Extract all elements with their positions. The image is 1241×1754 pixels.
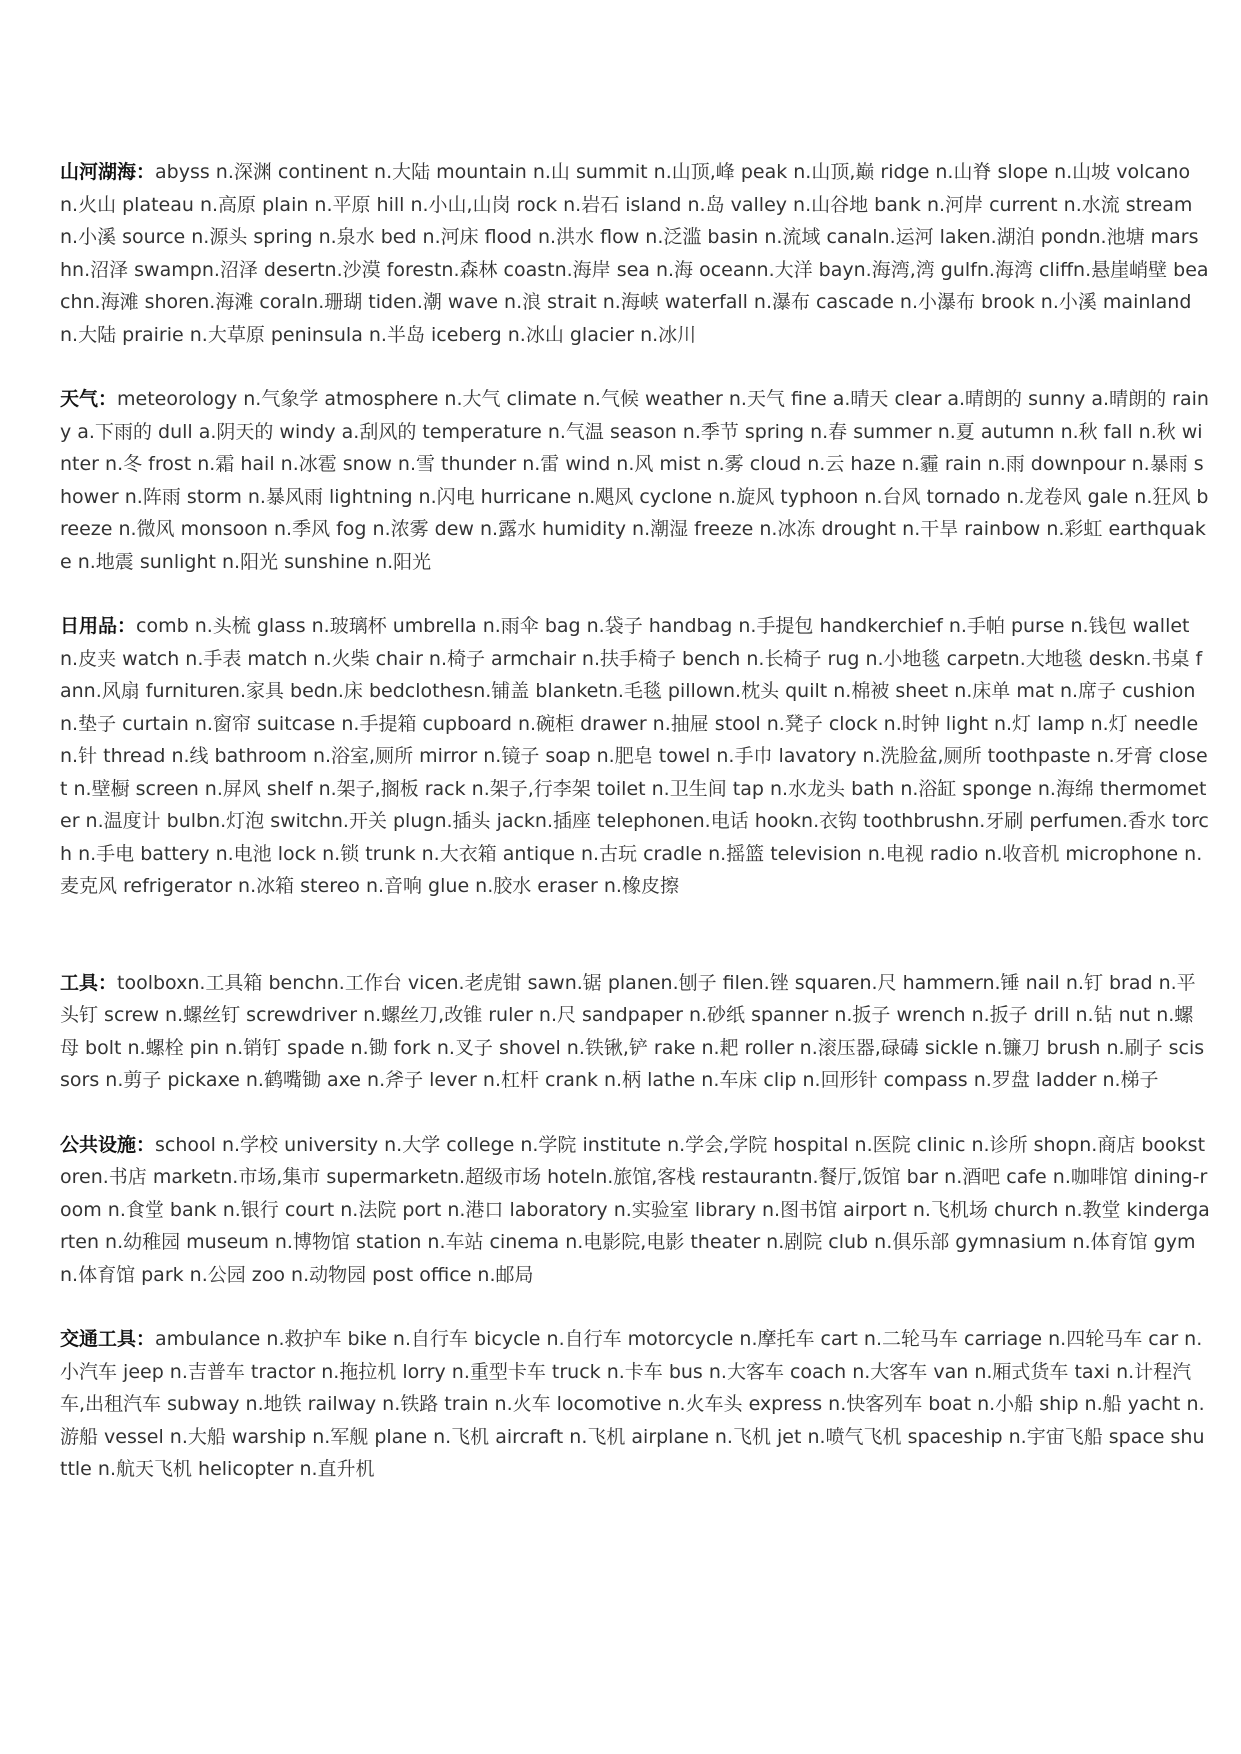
vocabulary-document	[60, 156, 1210, 1518]
section-title: 工具：	[60, 971, 118, 994]
section-text: toolboxn.工具箱 benchn.工作台 vicen.老虎钳 sawn.锯 planen.刨子 filen.锉 squaren.尺 hammern.锤 nail n.钉 brad n.平头钉 screw n.螺丝钉 screwdriver n.螺丝刀,改锥 ruler n.尺 sandpaper n.砂纸 spanner n.扳子 wrench n.扳子 drill n.钻 nut n.螺母 bolt n.螺栓 pin n.销钉 spade n.锄 fork n.叉子 shovel n.铁锹,铲 rake n.耙 roller n.滚压器,碌碡 sickle n.镰刀 brush n.刷子 scissors n.剪子 pickaxe n.鹤嘴锄 axe n.斧子 lever n.杠杆 crank n.柄 lathe n.车床 clip n.回形针 compass n.罗盘 ladder n.梯子	[60, 971, 1205, 1091]
section-text: comb n.头梳 glass n.玻璃杯 umbrella n.雨伞 bag n.袋子 handbag n.手提包 handkerchief n.手帕 purse n.钱包 wallet n.皮夹 watch n.手表 match n.火柴 chair n.椅子 armchair n.扶手椅子 bench n.长椅子 rug n.小地毯 carpetn.大地毯 deskn.书桌 fann.风扇 furnituren.家具 bedn.床 bedclothesn.铺盖 blanketn.毛毯 pillown.枕头 quilt n.棉被 sheet n.床单 mat n.席子 cushion n.垫子 curtain n.窗帘 suitcase n.手提箱 cupboard n.碗柜 drawer n.抽屉 stool n.凳子 clock n.时钟 light n.灯 lamp n.灯 needle n.针 thread n.线 bathroom n.浴室,厕所 mirror n.镜子 soap n.肥皂 towel n.手巾 lavatory n.洗脸盆,厕所 toothpaste n.牙膏 closet n.壁橱 screen n.屏风 shelf n.架子,搁板 rack n.架子,行李架 toilet n.卫生间 tap n.水龙头 bath n.浴缸 sponge n.海绵 thermometer n.温度计 bulbn.灯泡 switchn.开关 plugn.插头 jackn.插座 telephonen.电话 hookn.衣钩 toothbrushn.牙刷 perfumen.香水 torch n.手电 battery n.电池 lock n.锁 trunk n.大衣箱 antique n.古玩 cradle n.摇篮 television n.电视 radio n.收音机 microphone n.麦克风 refrigerator n.冰箱 stereo n.音响 glue n.胶水 eraser n.橡皮擦	[60, 615, 1209, 897]
section-tools	[60, 967, 1210, 1097]
section-text: ambulance n.救护车 bike n.自行车 bicycle n.自行车 motorcycle n.摩托车 cart n.二轮马车 carriage n.四轮马车 car n.小汽车 jeep n.吉普车 tractor n.拖拉机 lorry n.重型卡车 truck n.卡车 bus n.大客车 coach n.大客车 van n.厢式货车 taxi n.计程汽车,出租汽车 subway n.地铁 railway n.铁路 train n.火车 locomotive n.火车头 express n.快客列车 boat n.小船 ship n.船 yacht n.游船 vessel n.大船 warship n.军舰 plane n.飞机 aircraft n.飞机 airplane n.飞机 jet n.喷气飞机 spaceship n.宇宙飞船 space shuttle n.航天飞机 helicopter n.直升机	[60, 1328, 1205, 1480]
section-text: abyss n.深渊 continent n.大陆 mountain n.山 summit n.山顶,峰 peak n.山顶,巅 ridge n.山脊 slope n.山坡 volcano n.火山 plateau n.高原 plain n.平原 hill n.小山,山岗 rock n.岩石 island n.岛 valley n.山谷地 bank n.河岸 current n.水流 stream n.小溪 source n.源头 spring n.泉水 bed n.河床 flood n.洪水 flow n.泛滥 basin n.流域 canaln.运河 laken.湖泊 pondn.池塘 marshn.沼泽 swampn.沼泽 desertn.沙漠 forestn.森林 coastn.海岸 sea n.海 oceann.大洋 bayn.海湾,湾 gulfn.海湾 cliffn.悬崖峭壁 beachn.海滩 shoren.海滩 coraln.珊瑚 tiden.潮 wave n.浪 strait n.海峡 waterfall n.瀑布 cascade n.小瀑布 brook n.小溪 mainland n.大陆 prairie n.大草原 peninsula n.半岛 iceberg n.冰山 glacier n.冰川	[60, 161, 1209, 346]
section-title: 天气：	[60, 388, 118, 410]
section-daily-items	[60, 610, 1210, 903]
section-text: school n.学校 university n.大学 college n.学院 institute n.学会,学院 hospital n.医院 clinic n.诊所 shopn.商店 bookstoren.书店 marketn.市场,集市 supermarketn.超级市场 hoteln.旅馆,客栈 restaurantn.餐厅,饭馆 bar n.酒吧 cafe n.咖啡馆 dining-room n.食堂 bank n.银行 court n.法院 port n.港口 laboratory n.实验室 library n.图书馆 airport n.飞机场 church n.教堂 kindergarten n.幼稚园 museum n.博物馆 station n.车站 cinema n.电影院,电影 theater n.剧院 club n.俱乐部 gymnasium n.体育馆 gym n.体育馆 park n.公园 zoo n.动物园 post office n.邮局	[60, 1133, 1210, 1286]
section-title: 山河湖海：	[60, 161, 156, 183]
section-transportation	[60, 1323, 1210, 1486]
section-public-facilities	[60, 1129, 1210, 1292]
section-weather	[60, 383, 1210, 578]
section-landforms	[60, 156, 1210, 351]
section-title: 公共设施：	[60, 1133, 156, 1156]
section-text: meteorology n.气象学 atmosphere n.大气 climate n.气候 weather n.天气 fine a.晴天 clear a.晴朗的 sunny a.晴朗的 rainy a.下雨的 dull a.阴天的 windy a.刮风的 temperature n.气温 season n.季节 spring n.春 summer n.夏 autumn n.秋 fall n.秋 winter n.冬 frost n.霜 hail n.冰雹 snow n.雪 thunder n.雷 wind n.风 mist n.雾 cloud n.云 haze n.霾 rain n.雨 downpour n.暴雨 shower n.阵雨 storm n.暴风雨 lightning n.闪电 hurricane n.飓风 cyclone n.旋风 typhoon n.台风 tornado n.龙卷风 gale n.狂风 breeze n.微风 monsoon n.季风 fog n.浓雾 dew n.露水 humidity n.潮湿 freeze n.冰冻 drought n.干旱 rainbow n.彩虹 earthquake n.地震 sunlight n.阳光 sunshine n.阳光	[60, 388, 1209, 573]
section-title: 日用品：	[60, 615, 137, 637]
section-title: 交通工具：	[60, 1328, 156, 1350]
